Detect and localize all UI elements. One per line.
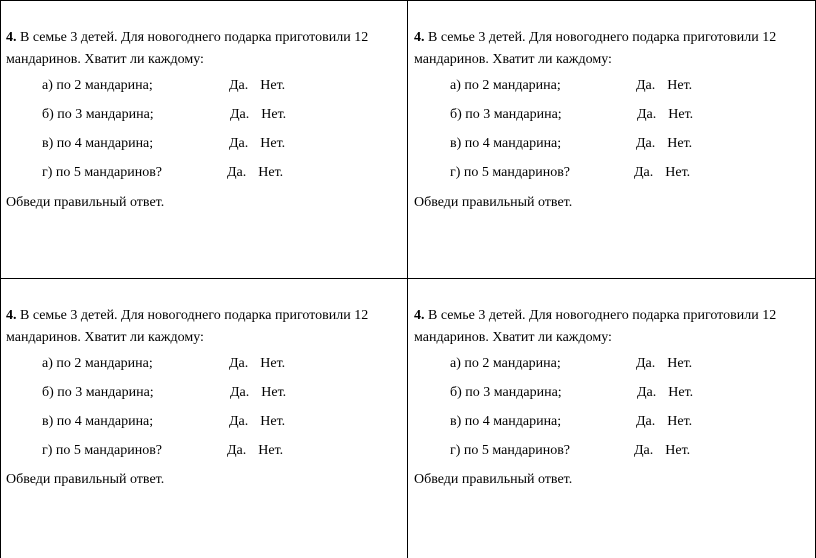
option-c: в) по 4 мандарина; [450, 136, 562, 151]
answer-no[interactable]: Нет. [668, 107, 694, 122]
answer-yes[interactable]: Да. [229, 78, 249, 93]
answer-d [634, 162, 690, 184]
answer-b [637, 104, 693, 126]
option-b: б) по 3 мандарина; [42, 107, 154, 122]
answer-no[interactable]: Нет. [260, 414, 286, 429]
instruction: Обведи правильный ответ. [6, 472, 165, 487]
answer-a [229, 353, 285, 375]
task-card-bottom-right [414, 305, 810, 555]
answer-a [636, 353, 692, 375]
option-a: а) по 2 мандарина; [450, 78, 561, 93]
grid-line-center [407, 0, 408, 558]
task-number: 4. [414, 308, 425, 323]
task-question [414, 27, 804, 71]
answer-no[interactable]: Нет. [667, 356, 693, 371]
answer-c [229, 133, 285, 155]
answer-yes[interactable]: Да. [636, 136, 656, 151]
instruction: Обведи правильный ответ. [6, 195, 165, 210]
task-question [6, 305, 396, 349]
option-a: а) по 2 мандарина; [42, 356, 153, 371]
answer-no[interactable]: Нет. [260, 136, 286, 151]
option-d: г) по 5 мандаринов? [42, 443, 163, 458]
option-c: в) по 4 мандарина; [42, 414, 154, 429]
option-c: в) по 4 мандарина; [450, 414, 562, 429]
option-b: б) по 3 мандарина; [42, 385, 154, 400]
answer-yes[interactable]: Да. [636, 78, 656, 93]
answer-c [636, 411, 692, 433]
answer-no[interactable]: Нет. [258, 443, 284, 458]
answer-no[interactable]: Нет. [260, 78, 286, 93]
answer-yes[interactable]: Да. [230, 107, 250, 122]
answer-d [227, 162, 283, 184]
answer-no[interactable]: Нет. [260, 356, 286, 371]
answer-no[interactable]: Нет. [668, 385, 694, 400]
option-d: г) по 5 мандаринов? [450, 165, 571, 180]
grid-line-middle [0, 278, 816, 279]
task-text: В семье 3 детей. Для новогоднего подарка приготовили 12 мандаринов. Хватит ли каждому: [414, 308, 777, 345]
option-c: в) по 4 мандарина; [42, 136, 154, 151]
answer-b [637, 382, 693, 404]
answer-no[interactable]: Нет. [667, 414, 693, 429]
answer-yes[interactable]: Да. [229, 356, 249, 371]
answer-d [227, 440, 283, 462]
task-number: 4. [6, 30, 17, 45]
task-text: В семье 3 детей. Для новогоднего подарка приготовили 12 мандаринов. Хватит ли каждому: [414, 30, 777, 67]
instruction: Обведи правильный ответ. [414, 472, 573, 487]
option-a: а) по 2 мандарина; [450, 356, 561, 371]
answer-no[interactable]: Нет. [667, 78, 693, 93]
task-number: 4. [414, 30, 425, 45]
answer-c [229, 411, 285, 433]
answer-no[interactable]: Нет. [258, 165, 284, 180]
task-card-bottom-left [6, 305, 402, 555]
task-question [414, 305, 804, 349]
answer-b [230, 382, 286, 404]
answer-no[interactable]: Нет. [665, 165, 691, 180]
answer-yes[interactable]: Да. [227, 443, 247, 458]
answer-no[interactable]: Нет. [261, 385, 287, 400]
grid-line-left [0, 0, 1, 558]
answer-yes[interactable]: Да. [634, 443, 654, 458]
option-b: б) по 3 мандарина; [450, 385, 562, 400]
answer-no[interactable]: Нет. [261, 107, 287, 122]
option-d: г) по 5 мандаринов? [42, 165, 163, 180]
answer-yes[interactable]: Да. [227, 165, 247, 180]
task-card-top-right [414, 27, 810, 277]
answer-no[interactable]: Нет. [665, 443, 691, 458]
option-a: а) по 2 мандарина; [42, 78, 153, 93]
option-d: г) по 5 мандаринов? [450, 443, 571, 458]
answer-yes[interactable]: Да. [229, 136, 249, 151]
answer-c [636, 133, 692, 155]
answer-b [230, 104, 286, 126]
answer-yes[interactable]: Да. [229, 414, 249, 429]
answer-no[interactable]: Нет. [667, 136, 693, 151]
instruction: Обведи правильный ответ. [414, 195, 573, 210]
answer-a [229, 75, 285, 97]
option-b: б) по 3 мандарина; [450, 107, 562, 122]
task-question [6, 27, 396, 71]
answer-yes[interactable]: Да. [634, 165, 654, 180]
task-text: В семье 3 детей. Для новогоднего подарка приготовили 12 мандаринов. Хватит ли каждому: [6, 30, 369, 67]
answer-d [634, 440, 690, 462]
task-number: 4. [6, 308, 17, 323]
task-card-top-left [6, 27, 402, 277]
answer-yes[interactable]: Да. [637, 385, 657, 400]
task-text: В семье 3 детей. Для новогоднего подарка приготовили 12 мандаринов. Хватит ли каждому: [6, 308, 369, 345]
answer-a [636, 75, 692, 97]
answer-yes[interactable]: Да. [230, 385, 250, 400]
answer-yes[interactable]: Да. [636, 356, 656, 371]
answer-yes[interactable]: Да. [637, 107, 657, 122]
answer-yes[interactable]: Да. [636, 414, 656, 429]
grid-line-top [0, 0, 816, 1]
